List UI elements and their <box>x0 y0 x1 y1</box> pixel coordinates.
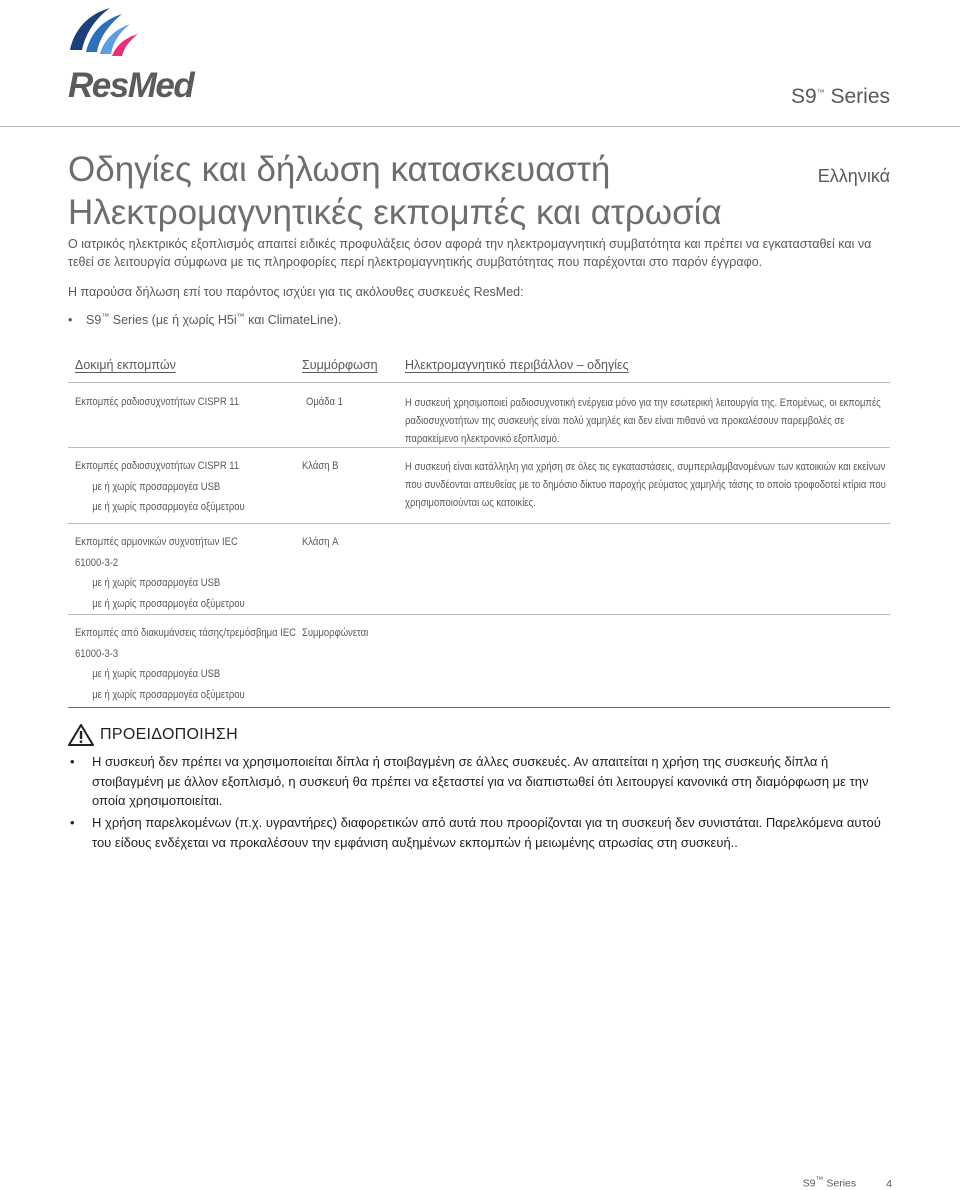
table-row-3-compliance: Κλάση A <box>302 536 339 548</box>
warning-divider <box>68 707 890 708</box>
table-row-4-sub-2: με ή χωρίς προσαρμογέα οξύμετρου <box>92 688 245 701</box>
table-row-divider <box>68 447 890 448</box>
declaration-text: Η παρούσα δήλωση επί του παρόντος ισχύει για τις ακόλουθες συσκευές ResMed: <box>68 285 524 299</box>
table-row-4-compliance: Συμμορφώνεται <box>302 627 369 639</box>
table-row-2-sub-1: με ή χωρίς προσαρμογέα USB <box>92 480 221 493</box>
column-header-test: Δοκιμή εκπομπών <box>75 358 176 372</box>
warning-title: ΠΡΟΕΙΔΟΠΟΙΗΣΗ <box>100 726 238 743</box>
table-row-3-sub-1: με ή χωρίς προσαρμογέα USB <box>92 577 221 589</box>
resmed-logo-mark <box>66 2 144 58</box>
device-list-item: • S9™ Series (με ή χωρίς H5i™ και ClimateLine). <box>68 312 342 328</box>
column-header-compliance: Συμμόρφωση <box>302 358 378 372</box>
table-header-divider <box>68 382 890 383</box>
page-subtitle: Ηλεκτρομαγνητικές εκπομπές και ατρωσία <box>68 193 722 232</box>
table-row-2-guidance: Η συσκευή είναι κατάλληλη για χρήση σε όλες τις εγκαταστάσεις, συμπεριλαμβανομένων των κατοικιών και εκείνων που συνδέονται απευθείας με το δημόσιο δίκτυο παροχής ρεύματος χαμηλής τάσης το οποίο τροφοδοτεί κτίρια που χρησιμοποιούνται ως κατοικίες. <box>405 461 886 509</box>
language-label: Ελληνικά <box>817 166 890 186</box>
series-label: S9™ Series <box>790 85 890 108</box>
table-row-1-test: Εκπομπές ραδιοσυχνοτήτων CISPR 11 <box>75 396 240 408</box>
table-row-3-test: Εκπομπές αρμονικών συχνοτήτων IEC 61000-3-2 με ή χωρίς προσαρμογέα USB με ή χωρίς προσαρμογέα οξύμετρου <box>75 532 281 614</box>
page-title: Οδηγίες και δήλωση κατασκευαστή <box>68 150 611 189</box>
header-divider <box>0 126 960 127</box>
warning-icon <box>68 724 94 746</box>
table-row-2-sub-2: με ή χωρίς προσαρμογέα οξύμετρου <box>92 501 245 513</box>
table-row-2-compliance: Κλάση B <box>302 460 339 472</box>
table-row-divider <box>68 614 890 615</box>
warning-item-2: • Η χρήση παρελκομένων (π.χ. υγραντήρες) διαφορετικών από αυτά που προορίζονται για τη συσκευή δεν συνιστάται. Παρελκόμενα αυτού του είδους ενδέχεται να προκαλέσουν την εμφάνιση αυξημένων εκπομπών ή μειωμένης ατρωσίας στη συσκευή.. <box>70 815 881 850</box>
table-row-3-sub-2: με ή χωρίς προσαρμογέα οξύμετρου <box>92 597 245 610</box>
table-row-2-test: Εκπομπές ραδιοσυχνοτήτων CISPR 11 με ή χωρίς προσαρμογέα USB με ή χωρίς προσαρμογέα οξύμετρου <box>75 456 245 518</box>
resmed-logo-text: ResMed <box>68 66 194 105</box>
table-row-4-test: Εκπομπές από διακυμάνσεις τάσης/τρεμόσβημα IEC 61000-3-3 με ή χωρίς προσαρμογέα USB με ή χωρίς προσαρμογέα οξύμετρου <box>75 623 316 705</box>
page-number: 4 <box>886 1177 892 1190</box>
page-footer: S9™ Series 4 <box>802 1175 892 1190</box>
table-row-4-sub-1: με ή χωρίς προσαρμογέα USB <box>92 668 221 680</box>
column-header-guidance: Ηλεκτρομαγνητικό περιβάλλον – οδηγίες <box>405 358 629 372</box>
warning-item-1: • Η συσκευή δεν πρέπει να χρησιμοποιείται δίπλα ή στοιβαγμένη σε άλλες συσκευές. Αν απαιτείται η χρήση της συσκευής δίπλα ή στοιβαγμένη με άλλον εξοπλισμό, η συσκευή θα πρέπει να εξεταστεί για να διαπιστωθεί ότι λειτουργεί κανονικά στη διαμόρφωση με την οποία χρησιμοποιείται. <box>70 754 869 808</box>
table-row-1-compliance: Ομάδα 1 <box>306 396 343 408</box>
intro-paragraph: Ο ιατρικός ηλεκτρικός εξοπλισμός απαιτεί ειδικές προφυλάξεις όσον αφορά την ηλεκτρομαγνητική συμβατότητα και πρέπει να εγκατασταθεί και να τεθεί σε λειτουργία σύμφωνα με τις πληροφορίες περί ηλεκτρομαγνητικής συμβατότητας που παρέχονται στο παρόν έγγραφο. <box>68 237 872 269</box>
table-row-1-guidance: Η συσκευή χρησιμοποιεί ραδιοσυχνοτική ενέργεια μόνο για την εσωτερική λειτουργία της. Επομένως, οι εκπομπές ραδιοσυχνοτήτων της συσκευής είναι πολύ χαμηλές και δεν είναι πιθανό να προκαλέσουν παρεμβολές σε παρακείμενο ηλεκτρονικό εξοπλισμό. <box>405 397 881 445</box>
table-row-divider <box>68 523 890 524</box>
